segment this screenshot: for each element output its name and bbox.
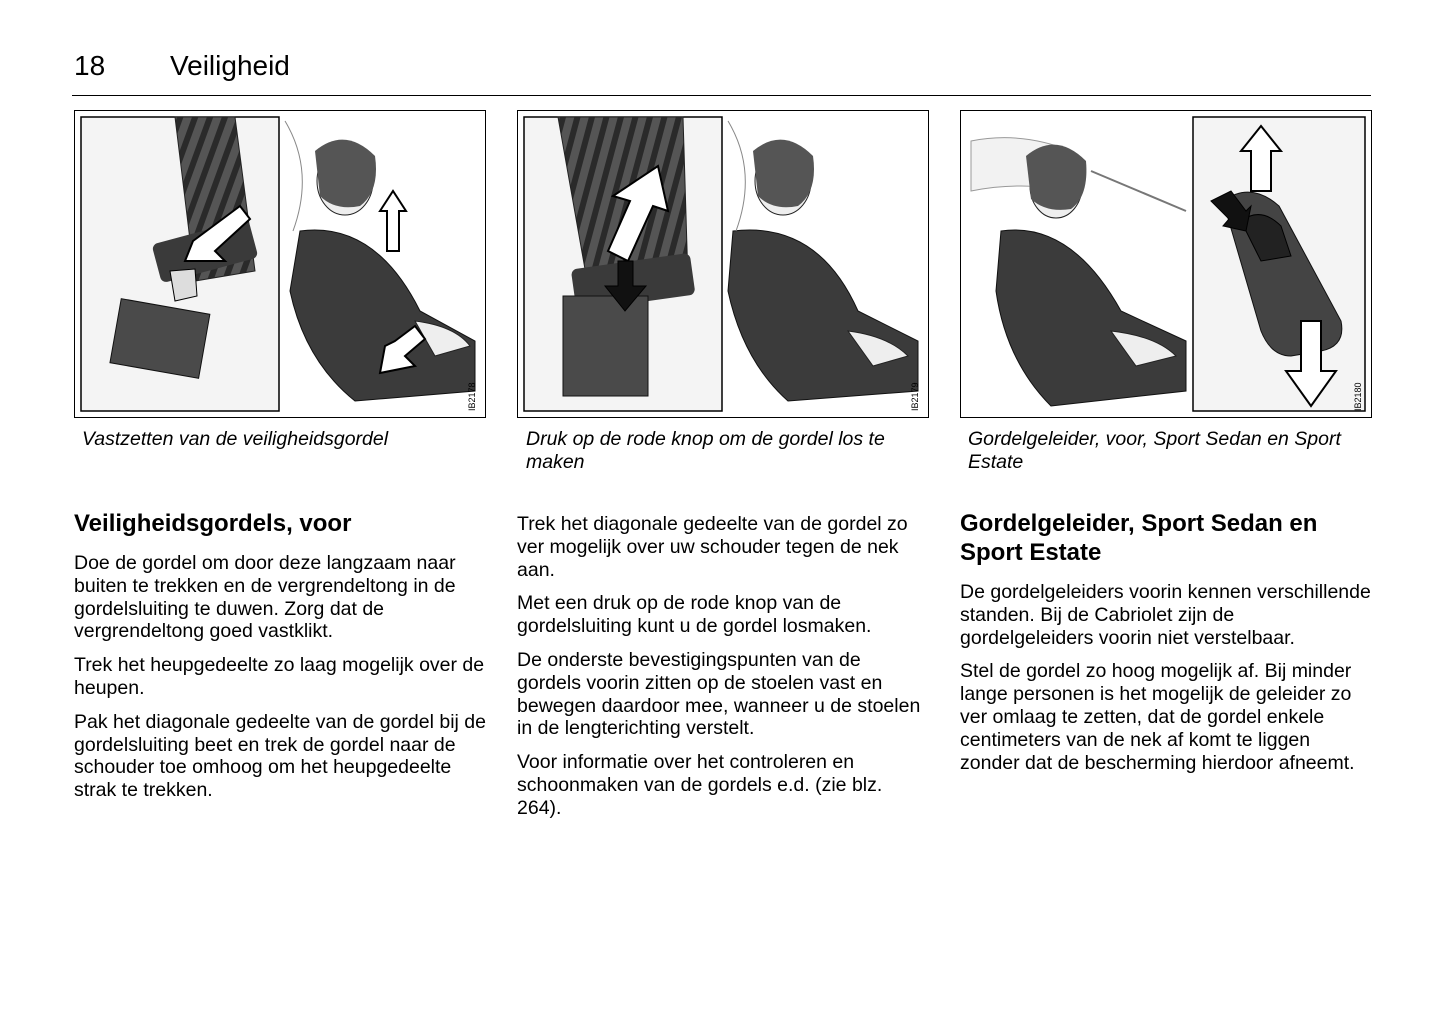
release-belt-illustration <box>518 111 928 417</box>
figure-caption: Gordelgeleider, voor, Sport Sedan en Sport Estate <box>968 428 1341 473</box>
paragraph: De onderste bevestigingspunten van de gordels voorin zitten op de stoelen vast en bewegen daardoor mee, wanneer u de stoelen in de lengterichting verstelt. <box>517 648 921 740</box>
figure-code: IB2179 <box>910 382 920 411</box>
section-body <box>960 581 1372 785</box>
page-title: Veiligheid <box>170 50 290 81</box>
figure-caption: Druk op de rode knop om de gordel los te maken <box>526 428 885 473</box>
figure-code: IB2178 <box>467 382 477 411</box>
figure-belt-guide <box>960 110 1372 418</box>
paragraph: Trek het heupgedeelte zo laag mogelijk over de heupen. <box>74 654 485 699</box>
paragraph: Voor informatie over het controleren en schoonmaken van de gordels e.d. (zie blz. 264). <box>517 751 883 819</box>
section-body <box>517 513 929 831</box>
paragraph: Doe de gordel om door deze langzaam naar buiten te trekken en de vergrendeltong in de gordelsluiting te duwen. Zorg dat de vergrendeltong goed vastklikt. <box>74 552 456 643</box>
belt-guide-illustration <box>961 111 1371 417</box>
fasten-belt-illustration <box>75 111 485 417</box>
paragraph: Trek het diagonale gedeelte van de gordel zo ver mogelijk over uw schouder tegen de nek aan. <box>517 513 908 581</box>
figure-caption: Vastzetten van de veiligheidsgordel <box>82 428 389 450</box>
header-rule <box>72 95 1371 96</box>
section-body <box>74 552 486 813</box>
page-number: 18 <box>74 50 106 81</box>
figure-release-belt <box>517 110 929 418</box>
section-heading: Gordelgeleider, Sport Sedan en Sport Estate <box>960 510 1318 566</box>
paragraph: Pak het diagonale gedeelte van de gordel bij de gordelsluiting beet en trek de gordel naar de schouder toe omhoog om het heupgedeelte strak te trekken. <box>74 710 486 802</box>
paragraph: Met een druk op de rode knop van de gordelsluiting kunt u de gordel losmaken. <box>517 592 872 638</box>
paragraph: Stel de gordel zo hoog mogelijk af. Bij minder lange personen is het mogelijk de geleider zo ver omlaag te zetten, dat de gordel enkele centimeters van de nek af komt te liggen zonder dat de bescherming hierdoor afneemt. <box>960 660 1355 774</box>
figure-code: IB2180 <box>1353 382 1363 411</box>
section-heading: Veiligheidsgordels, voor <box>74 510 352 537</box>
figure-fasten-belt <box>74 110 486 418</box>
paragraph: De gordelgeleiders voorin kennen verschillende standen. Bij de Cabriolet zijn de gordelgeleiders voorin niet verstelbaar. <box>960 581 1371 649</box>
